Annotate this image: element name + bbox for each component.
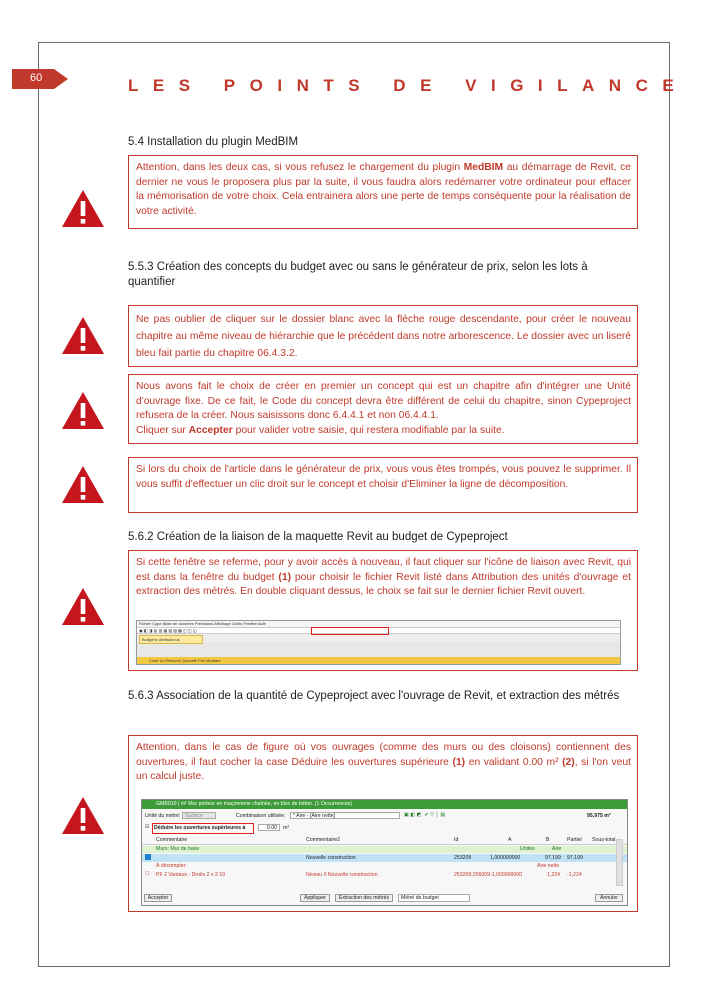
revit-tab: Budget ▸ Attribution ▸ — [139, 635, 203, 644]
section-heading-5-4: 5.4 Installation du plugin MedBIM — [128, 136, 299, 148]
warning-text: pour valider votre saisie, qui restera modifiable par la suite. — [232, 424, 505, 436]
cancel-button[interactable]: Annuler — [595, 894, 623, 902]
row-aire: Aire nette — [537, 863, 560, 869]
page-number: 60 — [30, 72, 43, 84]
budget-select[interactable]: Métré de budget — [398, 894, 470, 902]
col-sous-total: Sous-total — [592, 837, 616, 843]
warning-ref: (1) — [452, 756, 466, 768]
row-comment2: Niveau 0 Nouvelle construction — [306, 872, 378, 878]
unit-field[interactable]: Surface — [182, 812, 216, 819]
row-a: 1,000000000 — [490, 855, 521, 861]
row-b: 1,224 — [547, 872, 560, 878]
row-checkbox[interactable]: ☐ — [145, 871, 150, 877]
col-commentaire: Commentaire — [156, 837, 188, 843]
deduct-checkbox[interactable]: ☑ — [145, 824, 150, 830]
col-b: B — [546, 837, 550, 843]
warning-text: Cliquer sur — [136, 424, 189, 436]
col-commentaire2: Commentaire2 — [306, 837, 341, 843]
deduct-input[interactable]: 0.00 — [258, 824, 280, 831]
revit-status-bar: Code Un Résumé Quantité Prix Montant — [137, 657, 620, 664]
row-comment2: Nouvelle construction — [306, 855, 356, 861]
cype-deduct-row — [142, 824, 627, 833]
warning-text: en validant 0.00 m² — [465, 756, 563, 768]
warning-text: , si l'on veut un calcul juste. — [136, 756, 631, 783]
warning-box-concept — [128, 374, 638, 444]
apply-button[interactable]: Appliquer — [300, 894, 330, 902]
warning-box-article — [128, 457, 638, 513]
row-aire: Aire — [552, 846, 562, 852]
revit-menu-bar: Fichier Cype Base de données Prévisions Affichage Outils Fenêtre Aide — [137, 621, 620, 628]
row-partiel: -1,224 — [567, 872, 582, 878]
row-label: À décompter: — [156, 863, 187, 869]
warning-bold: MedBIM — [463, 162, 504, 173]
section-heading-5-5-3: 5.5.3 Création des concepts du budget avec ou sans le générateur de prix, selon les lots à quantifier — [128, 261, 588, 288]
row-comment: PF 2 Vantaux - Droits 2 x 2 10 — [156, 872, 226, 878]
warning-text: Si lors du choix de l'article dans le générateur de prix, vous vous êtes trompés, vous pouvez le supprimer. Il vous suffit d'effectuer un clic droit sur le concept et choisir d'Eliminer la ligne de décomposition. — [136, 464, 631, 490]
warning-icon — [61, 188, 105, 228]
warning-icon — [61, 464, 105, 504]
section-heading-5-6-3: 5.6.3 Association de la quantité de Cypeproject avec l'ouvrage de Revit, et extraction des métrés — [128, 690, 620, 702]
cype-unit-row — [142, 812, 627, 821]
toolbar-icons[interactable]: ▣ ◧ ◩ ✔ ▽ │ ▤ — [404, 812, 446, 818]
table-scrollbar[interactable] — [616, 839, 623, 886]
warning-text: Attention, dans les deux cas, si vous refusez le chargement du plugin — [136, 162, 464, 173]
row-partiel: 97,199 — [567, 855, 583, 861]
unit-label: Unité du métré: — [145, 813, 181, 819]
col-id: Id — [454, 837, 459, 843]
warning-text: Nous avons fait le choix de créer en premier un concept qui est un chapitre afin d'intégrer une Unité d'ouvrage fixe. De ce fait, le Code du concept devra être différent de celui du chapitre, sinon Cypeproject refusera de la créer. Nous saisissons donc 6.4.4.1 et non 06.4.4.1. — [136, 381, 631, 422]
row-id: 253209 — [454, 855, 472, 861]
accept-button[interactable]: Accepter — [144, 894, 172, 902]
warning-icon — [61, 315, 105, 355]
table-row[interactable] — [142, 871, 627, 879]
row-label: Murs: Mur de base — [156, 846, 200, 852]
row-checkbox[interactable] — [145, 854, 151, 860]
cype-dialog — [141, 799, 628, 906]
revit-link-highlight — [311, 627, 389, 635]
warning-text: au démarrage de Revit, ce dernier ne vous le proposera plus par la suite, il vous faudra alors redémarrer votre ordinateur pour effacer la mémorisation de votre choix. Cela entrainera alors une perte de temps conséquente pour la réalisation de votre activité. — [136, 162, 631, 217]
row-a: -1,000000000 — [490, 872, 523, 878]
deduct-label: Déduire les ouvertures supérieures à — [154, 825, 246, 831]
revit-budget-screenshot — [136, 620, 621, 665]
warning-text: Si cette fenêtre se referme, pour y avoir accès à nouveau, il faut cliquer sur l'icône de liaison avec Revit, qui est dans la fenêtre du budget — [136, 557, 631, 583]
row-b: 97,199 — [545, 855, 561, 861]
combo-select[interactable]: * Aire - [Aire nette] — [290, 812, 400, 819]
section-heading-5-6-2: 5.6.2 Création de la liaison de la maquette Revit au budget de Cypeproject — [128, 531, 508, 543]
highlight-1 — [152, 823, 254, 834]
warning-ref: (1) — [278, 571, 292, 583]
cype-header-row — [142, 837, 627, 845]
warning-box-folder — [128, 305, 638, 367]
warning-box-medbim — [128, 155, 638, 229]
warning-icon — [61, 390, 105, 430]
cype-button-row — [142, 894, 627, 903]
combo-label: Combinaison utilisée: — [236, 813, 286, 819]
col-a: A — [508, 837, 512, 843]
total-value: 95,975 m² — [587, 813, 611, 819]
revit-tabbar — [137, 634, 620, 642]
warning-text: Attention, dans le cas de figure où vos ouvrages (comme des murs ou des cloisons) contiennent des ouvertures, il faut cocher la case Déduire les ouvertures supérieure — [136, 742, 631, 768]
col-partiel: Partiel — [567, 837, 582, 843]
row-units: Unités — [520, 846, 535, 852]
deduct-unit: m² — [283, 825, 290, 831]
page-title: LES POINTS DE VIGILANCE — [128, 76, 689, 95]
warning-text: pour choisir le fichier Revit listé dans Attribution des unités d'ouvrage et extraction des métrés. En double cliquant dessus, le choix se fait sur le dernier fichier Revit ouvert. — [136, 571, 631, 598]
cype-titlebar: GMB010 | m² Mur porteur en maçonnerie chaînée, en bloc de béton. (1 Occurrences) — [142, 800, 627, 809]
warning-icon — [61, 586, 105, 626]
extract-button[interactable]: Extraction des métrés — [335, 894, 393, 902]
table-row[interactable] — [142, 854, 627, 862]
page-number-arrow — [54, 69, 68, 89]
warning-ref: (2) — [562, 756, 575, 768]
revit-toolbar: ▣ ◧ ◨ ▤ ▥ ▦ ▧ ▨ ▩ ◫ ◰ ◱ — [137, 628, 620, 634]
warning-icon — [61, 795, 105, 835]
warning-text: Ne pas oublier de cliquer sur le dossier blanc avec la flèche rouge descendante, pour créer le nouveau chapitre au même niveau de hiérarchie que le précédent dans notre arborescence. Le dossier avec un liseré bleu fait partie du chapitre 06.4.3.2. — [136, 314, 631, 359]
table-row — [142, 863, 627, 870]
row-id: 253209;256009 — [454, 872, 491, 878]
table-row — [142, 846, 627, 853]
warning-bold: Accepter — [188, 424, 233, 436]
